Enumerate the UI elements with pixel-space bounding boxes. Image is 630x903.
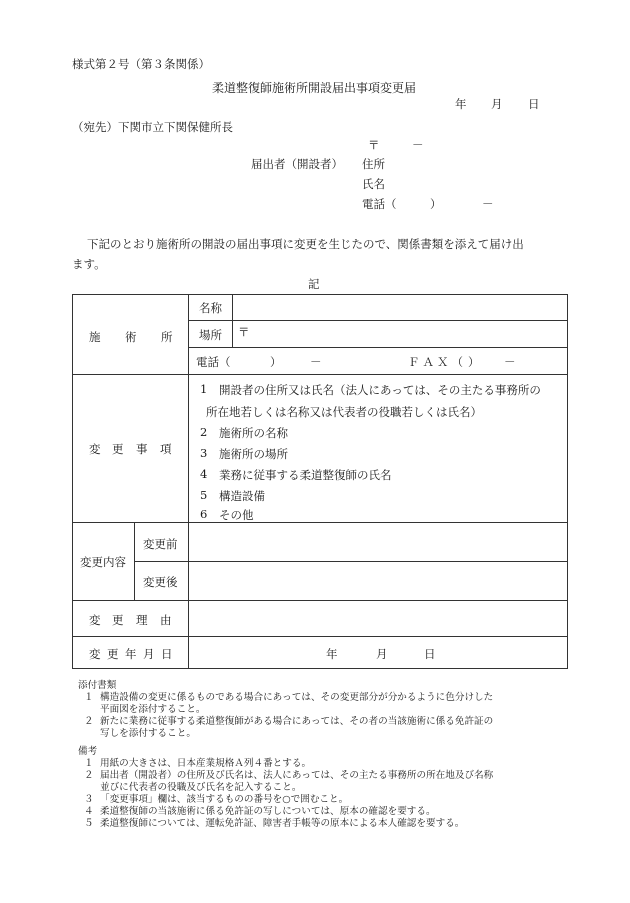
change-date-header-2: 更 <box>107 647 119 661</box>
attachments-title: 添付書類 <box>78 680 117 691</box>
attachment-line-2b: 写しを添付すること。 <box>100 728 196 739</box>
note-line-2a: 届出者（開設者）の住所及び氏名は、法人にあっては、その主たる事務所の所在地及び名称 <box>100 770 494 781</box>
applicant-label: 届出者（開設者） <box>251 157 343 171</box>
attachment-line-2a: 新たに業務に従事する柔道整復師がある場合にあっては、その者の当該施術に係る免許証の <box>100 716 494 727</box>
body-line-1: 下記のとおり施術所の開設の届出事項に変更を生じたので、関係書類を添えて届け出 <box>87 237 524 251</box>
note-num-3: ３ <box>84 794 94 805</box>
applicant-address-label: 住所 <box>362 157 385 171</box>
change-item-num-1: 1 <box>200 382 208 396</box>
change-item-cont-1: 所在地若しくは名称又は代表者の役職若しくは氏名） <box>206 405 482 419</box>
date-day: 日 <box>528 97 540 111</box>
form-table <box>72 294 568 669</box>
facility-phone-close: ） <box>270 355 282 369</box>
note-line-1: 用紙の大きさは、日本産業規格Ａ列４番とする。 <box>100 758 312 769</box>
date-month: 月 <box>491 97 503 111</box>
change-item-text-1: 開設者の住所又は氏名（法人にあっては、その主たる事務所の <box>219 383 541 397</box>
note-num-1: １ <box>84 758 94 769</box>
attachment-line-1b: 平面図を添付すること。 <box>100 704 206 715</box>
attachment-num-2: ２ <box>84 716 94 727</box>
facility-name-label: 名称 <box>199 301 222 315</box>
reason-header-1: 変 <box>89 613 101 627</box>
change-item-num-4: 4 <box>200 467 208 481</box>
note-line-2b: 並びに代表者の役職及び氏名を記入すること。 <box>100 782 302 793</box>
change-date-header-3: 年 <box>125 647 137 661</box>
note-num-4: ４ <box>84 806 94 817</box>
facility-fax-close: ） <box>468 355 480 369</box>
change-item-text-3: 施術所の場所 <box>219 447 288 461</box>
body-line-2: ます。 <box>72 257 106 271</box>
change-date-header-5: 日 <box>161 647 173 661</box>
change-item-text-6: その他 <box>219 508 254 522</box>
change-items-header-4: 項 <box>160 442 172 456</box>
facility-phone-label: 電話（ <box>196 355 231 369</box>
note-line-3: 「変更事項」欄は、該当するものの番号を○で囲むこと。 <box>100 794 349 805</box>
change-item-num-6: 6 <box>200 507 208 521</box>
notes-title: 備考 <box>78 746 98 757</box>
facility-header-3: 所 <box>161 330 173 344</box>
reason-header-4: 由 <box>160 613 172 627</box>
change-items-header-1: 変 <box>89 442 101 456</box>
attachment-num-1: １ <box>84 692 94 703</box>
change-date-day: 日 <box>424 647 436 661</box>
facility-place-label: 場所 <box>199 328 222 342</box>
facility-fax-dash: － <box>504 355 516 369</box>
facility-header-2: 術 <box>125 330 137 344</box>
facility-header-1: 施 <box>89 330 101 344</box>
change-items-header-3: 事 <box>136 442 148 456</box>
change-date-header-1: 変 <box>89 647 101 661</box>
date-year: 年 <box>455 97 467 111</box>
applicant-name-label: 氏名 <box>362 177 385 191</box>
applicant-phone-close: ） <box>430 197 442 211</box>
note-num-5: ５ <box>84 818 94 829</box>
change-content-header: 変更内容 <box>80 555 126 569</box>
facility-phone-dash: － <box>310 355 322 369</box>
note-num-2: ２ <box>84 770 94 781</box>
facility-fax-label: ＦＡＸ（ <box>408 355 466 369</box>
applicant-phone-label: 電話（ <box>362 197 397 211</box>
change-before-label: 変更前 <box>143 537 178 551</box>
reason-header-3: 理 <box>136 613 148 627</box>
note-line-5: 柔道整復師については、運転免許証、障害者手帳等の原本による本人確認を要する。 <box>100 818 465 829</box>
change-item-num-3: 3 <box>200 446 208 460</box>
change-item-text-2: 施術所の名称 <box>219 426 288 440</box>
applicant-postal-dash: － <box>412 138 424 152</box>
applicant-postal-mark: 〒 <box>368 138 380 152</box>
attachment-line-1a: 構造設備の変更に係るものである場合にあっては、その変更部分が分かるように色分けした <box>100 692 494 703</box>
change-item-text-5: 構造設備 <box>219 489 265 503</box>
change-item-num-2: 2 <box>200 425 208 439</box>
change-after-label: 変更後 <box>143 575 178 589</box>
form-title: 柔道整復師施術所開設届出事項変更届 <box>212 81 417 95</box>
change-items-header-2: 更 <box>112 442 124 456</box>
form-number: 様式第２号（第３条関係） <box>72 57 210 71</box>
change-item-text-4: 業務に従事する柔道整復師の氏名 <box>219 468 392 482</box>
ki-heading: 記 <box>308 277 320 291</box>
change-date-year: 年 <box>326 647 338 661</box>
facility-place-postal: 〒 <box>238 325 250 339</box>
applicant-phone-dash: － <box>482 197 494 211</box>
change-date-header-4: 月 <box>143 647 155 661</box>
reason-header-2: 更 <box>112 613 124 627</box>
addressee: （宛先）下関市立下関保健所長 <box>72 120 233 134</box>
change-item-num-5: 5 <box>200 488 208 502</box>
change-date-month: 月 <box>376 647 388 661</box>
note-line-4: 柔道整復師の当該施術に係る免許証の写しについては、原本の確認を要する。 <box>100 806 436 817</box>
